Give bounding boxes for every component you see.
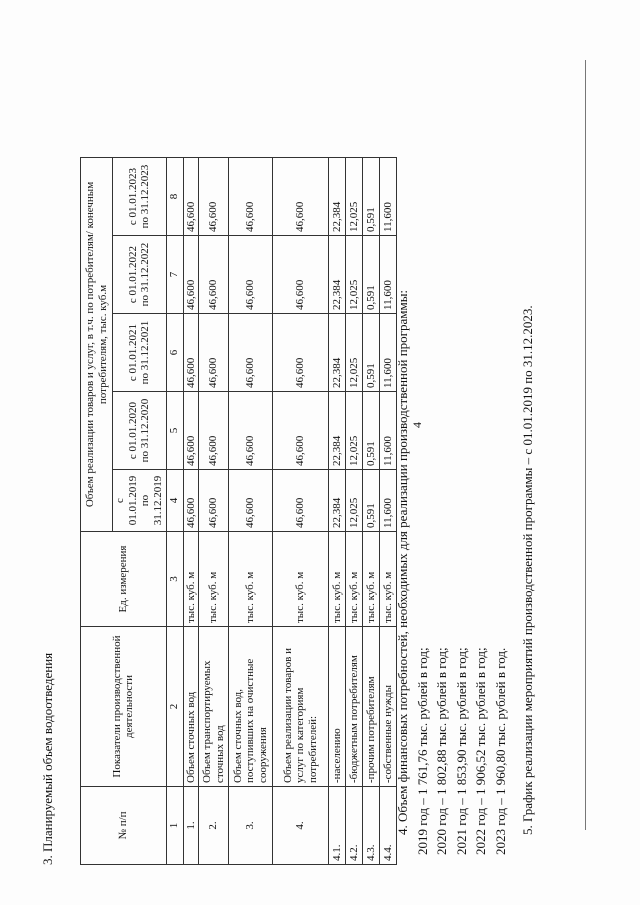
row-num: 2.: [199, 787, 229, 865]
row-value: 46,600: [199, 236, 229, 314]
row-value: 46,600: [199, 158, 229, 236]
row-value: 46,600: [183, 470, 199, 532]
row-value: 11,600: [380, 236, 397, 314]
row-value: 12,025: [346, 470, 363, 532]
header-period-2019: с 01.01.2019 по 31.12.2019: [113, 470, 167, 532]
row-value: 0,591: [363, 236, 380, 314]
row-name: -собственные нужды: [380, 627, 397, 787]
row-value: 46,600: [273, 314, 329, 392]
row-num: 4.3.: [363, 787, 380, 865]
row-unit: тыс. куб. м: [329, 532, 346, 627]
header-period-2022: с 01.01.2022 по 31.12.2022: [113, 236, 167, 314]
row-unit: тыс. куб. м: [199, 532, 229, 627]
row-value: 46,600: [183, 236, 199, 314]
row-value: 46,600: [183, 314, 199, 392]
col-number: 4: [166, 470, 183, 532]
row-num: 3.: [229, 787, 273, 865]
row-num: 1.: [183, 787, 199, 865]
row-value: 22,384: [329, 392, 346, 470]
row-num: 4.1.: [329, 787, 346, 865]
row-value: 46,600: [273, 470, 329, 532]
financial-needs-section: [393, 290, 510, 855]
row-value: 22,384: [329, 314, 346, 392]
section-5-title: 5. График реализации мероприятий производственной программы – с 01.01.2019 по 31.12.2023.: [520, 305, 535, 835]
row-value: 46,600: [229, 392, 273, 470]
table-row: [346, 158, 363, 865]
row-unit: тыс. куб. м: [346, 532, 363, 627]
row-name: -бюджетным потребителям: [346, 627, 363, 787]
row-value: 0,591: [363, 158, 380, 236]
row-value: 46,600: [229, 314, 273, 392]
header-period-2023: с 01.01.2023 по 31.12.2023: [113, 158, 167, 236]
row-value: 46,600: [273, 158, 329, 236]
header-indicator: Показатели производственной деятельности: [81, 627, 167, 787]
row-value: 46,600: [229, 236, 273, 314]
table-row: [229, 158, 273, 865]
row-name: -прочим потребителям: [363, 627, 380, 787]
row-name: Объем сточных вод: [183, 627, 199, 787]
row-value: 11,600: [380, 392, 397, 470]
col-number: 7: [166, 236, 183, 314]
financial-line: 2020 год – 1 802,88 тыс. рублей в год;: [434, 647, 449, 855]
row-value: 12,025: [346, 314, 363, 392]
row-value: 22,384: [329, 158, 346, 236]
row-unit: тыс. куб. м: [273, 532, 329, 627]
row-value: 12,025: [346, 236, 363, 314]
row-value: 12,025: [346, 158, 363, 236]
header-num: № п/п: [81, 787, 167, 865]
col-number: 5: [166, 392, 183, 470]
row-value: 0,591: [363, 314, 380, 392]
row-num: 4.2.: [346, 787, 363, 865]
row-name: Объем реализации товаров и услуг по категориям потребителей:: [273, 627, 329, 787]
row-name: Объем транспортируемых сточных вод: [199, 627, 229, 787]
row-value: 46,600: [183, 158, 199, 236]
divider-line: [585, 60, 586, 830]
row-value: 11,600: [380, 314, 397, 392]
table-row: [273, 158, 329, 865]
row-value: 46,600: [183, 392, 199, 470]
row-value: 11,600: [380, 470, 397, 532]
row-value: 46,600: [199, 470, 229, 532]
header-unit: Ед. измерения: [81, 532, 167, 627]
row-value: 22,384: [329, 470, 346, 532]
header-volume-group: Объем реализации товаров и услуг, в т.ч. по потребителям/ конечным потребителям, тыс. куб.м: [81, 158, 113, 532]
financial-line: 2021 год – 1 853,90 тыс. рублей в год;: [453, 647, 469, 855]
row-unit: тыс. куб. м: [380, 532, 397, 627]
header-period-2021: с 01.01.2021 по 31.12.2021: [113, 314, 167, 392]
section-3-title: 3. Планируемый объем водоотведения: [40, 652, 55, 865]
page-number: 4: [410, 422, 424, 428]
row-value: 0,591: [363, 392, 380, 470]
row-value: 12,025: [346, 392, 363, 470]
table-row: [363, 158, 380, 865]
row-value: 46,600: [199, 314, 229, 392]
row-unit: тыс. куб. м: [363, 532, 380, 627]
header-period-2020: с 01.01.2020 по 31.12.2020: [113, 392, 167, 470]
table-row: [183, 158, 199, 865]
row-num: 4.4.: [380, 787, 397, 865]
row-value: 0,591: [363, 470, 380, 532]
row-value: 46,600: [199, 392, 229, 470]
column-number-row: [166, 158, 183, 865]
table-row: [199, 158, 229, 865]
rotated-page-content: [40, 55, 580, 865]
row-value: 46,600: [273, 392, 329, 470]
row-value: 46,600: [229, 158, 273, 236]
section-4-title: 4. Объем финансовых потребностей, необходимых для реализации производственной программы:: [395, 289, 410, 835]
row-unit: тыс. куб. м: [183, 532, 199, 627]
row-name: -населению: [329, 627, 346, 787]
financial-line: 2023 год – 1 960,80 тыс. рублей в год.: [492, 647, 508, 855]
financial-line: 2022 год – 1 906,52 тыс. рублей в год;: [473, 647, 488, 855]
row-name: Объем сточных вод, поступивших на очистные сооружения: [229, 627, 273, 787]
row-value: 46,600: [229, 470, 273, 532]
wastewater-volume-table: [80, 157, 397, 865]
financial-line: 2019 год – 1 761,76 тыс. рублей в год;: [414, 647, 430, 855]
col-number: 2: [166, 627, 183, 787]
col-number: 3: [166, 532, 183, 627]
row-num: 4.: [273, 787, 329, 865]
col-number: 8: [166, 158, 183, 236]
row-value: 11,600: [380, 158, 397, 236]
col-number: 6: [166, 314, 183, 392]
table-row: [329, 158, 346, 865]
row-value: 46,600: [273, 236, 329, 314]
row-value: 22,384: [329, 236, 346, 314]
row-unit: тыс. куб. м: [229, 532, 273, 627]
col-number: 1: [166, 787, 183, 865]
